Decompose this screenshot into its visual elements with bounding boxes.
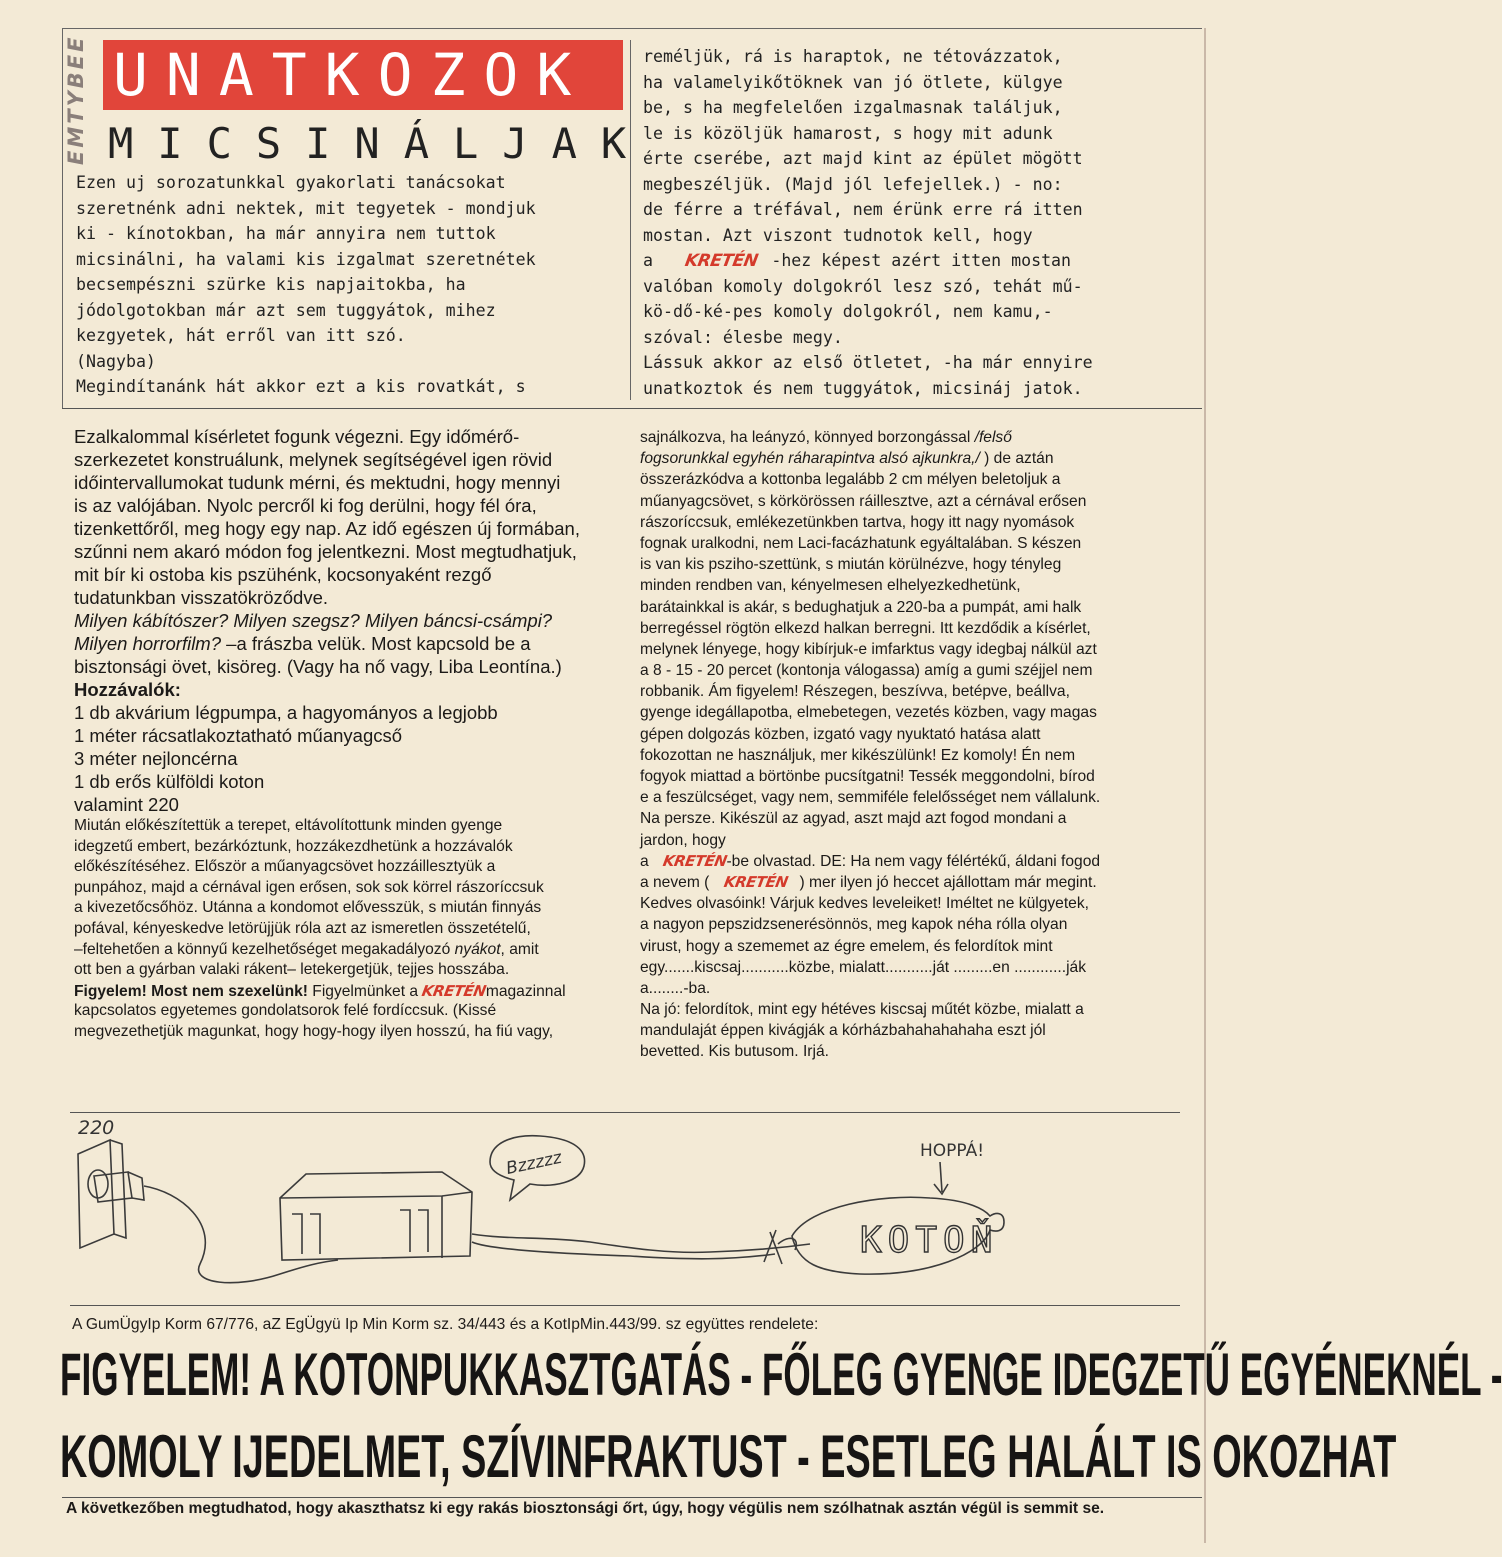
next-issue-teaser: A következőben megtudhatod, hogy akaszthatsz ki egy rakás biosztonsági őrt, úgy, hogy végülis nem szólhatnak asztán végül is semmit se. bbox=[66, 1500, 1105, 1517]
intro-line: megbeszéljük. (Majd jól lefejellek.) - no: bbox=[643, 174, 1063, 194]
article-line: a KRETÉN-be olvastad. DE: Ha nem vagy félértékű, áldani fogod bbox=[640, 851, 1100, 872]
article-line: Ezalkalommal kísérletet fogunk végezni. Egy időmérő- bbox=[74, 426, 520, 447]
article-line: bisztonsági övet, kisöreg. (Vagy ha nő vagy, Liba Leontína.) bbox=[74, 656, 562, 677]
intro-line: jódolgotokban már azt sem tuggyátok, mihez bbox=[76, 300, 496, 320]
section-subtitle: MICSINÁLJAK bbox=[108, 119, 651, 168]
intro-line: unatkoztok és nem tuggyátok, micsináj jatok. bbox=[643, 378, 1083, 398]
article-line: Milyen horrorfilm? –a frászba velük. Most kapcsold be a bbox=[74, 633, 531, 654]
article-line: a kivezetőcsőhöz. Utánna a kondomot elővesszük, s miután finnyás bbox=[74, 899, 542, 917]
intro-line: mostan. Azt viszont tudnotok kell, hogy bbox=[643, 225, 1033, 245]
article-line: előkészítéséhez. Először a műanyagcsövet hozzáillesztyük a bbox=[74, 858, 496, 876]
intro-line: Ezen uj sorozatunkkal gyakorlati tanácsokat bbox=[76, 173, 506, 192]
left-rule bbox=[62, 28, 63, 408]
kreten-logo: KRETÉN bbox=[420, 981, 488, 1000]
article-line: a nevem ( KRETÉN ) mer ilyen jó heccet ajállottam már megint. bbox=[640, 872, 1100, 893]
article-line: sajnálkozva, ha leányzó, könnyed borzongással /felső bbox=[640, 429, 1012, 446]
kreten-logo: KRETÉN bbox=[661, 851, 729, 870]
article-line: robbanik. Ám figyelem! Részegen, beszívva, betépve, beállva, bbox=[640, 683, 1070, 701]
intro-line: Megindítanánk hát akkor ezt a kis rovatkát, s bbox=[76, 377, 526, 396]
article-line: melynek lényege, hogy kibírjuk-e imfarktus vagy idegbaj nálkül azt bbox=[640, 640, 1097, 658]
article-line: Milyen kábítószer? Milyen szegsz? Milyen báncsi-csámpi? bbox=[74, 610, 553, 631]
kreten-logo: KRETÉN bbox=[683, 251, 760, 271]
vertical-tag: EMTYBEE bbox=[64, 34, 88, 165]
article-line: ott ben a gyárban valaki rákent– letekergetjük, tejjes hosszába. bbox=[74, 961, 510, 979]
intro-line: Lássuk akkor az első ötletet, -ha már ennyire bbox=[643, 353, 1093, 372]
article-line: Figyelem! Most nem szexelünk! Figyelmünket a KRETÉNmagazinnal bbox=[74, 981, 566, 1000]
article-line: Na jó: felordítok, mint egy hétéves kiscsaj műtét közbe, mialatt a bbox=[640, 1001, 1084, 1019]
article-line: összerázkódva a kottonba legalább 2 cm mélyen beletoljuk a bbox=[640, 471, 1061, 489]
intro-kreten-line: a KRETÉN -hez képest azért itten mostan bbox=[643, 248, 1093, 274]
pump-condom-illustration bbox=[70, 1114, 1180, 1304]
air-pump-icon bbox=[280, 1172, 472, 1260]
article-line: jardon, hogy bbox=[640, 831, 726, 849]
intro-column-divider bbox=[630, 40, 631, 400]
article-line: barátainkkal is akár, s bedughatjuk a 220-ba a pumpát, ami halk bbox=[640, 598, 1082, 616]
intro-line: szeretnénk adni nektek, mit tegyetek - mondjuk bbox=[76, 198, 536, 218]
intro-line: becsempészni szürke kis napjaitokba, ha bbox=[76, 275, 466, 294]
article-line: is az valójában. Nyolc percről ki fog derülni, hogy fél óra, bbox=[74, 495, 537, 516]
top-rule bbox=[62, 28, 1202, 29]
article-line: tudatunkban visszatökröződve. bbox=[74, 587, 329, 608]
article-line: punpához, majd a cérnával igen erősen, sok sok körrel rászoríccsuk bbox=[74, 878, 544, 896]
ingredients-title: Hozzávalók: bbox=[74, 679, 181, 700]
footer-rule bbox=[62, 1497, 1202, 1498]
article-line: is van kis psziho-szettünk, s miután körülnézve, hogy tényleg bbox=[640, 556, 1062, 574]
article-left-column bbox=[74, 425, 580, 1043]
buzz-text: Bzzzzz bbox=[504, 1147, 564, 1180]
intro-line: reméljük, rá is haraptok, ne tétovázzatok, bbox=[643, 47, 1063, 66]
article-line: –feltehetően a könnyű kezelhetőséget megakadályozó nyákot, amit bbox=[74, 940, 539, 958]
article-line: fogyok miattad a börtönbe pucsítgatni! Tessék meggondolni, bírod bbox=[640, 768, 1095, 785]
article-line: szerkezetet konstruálunk, melynek segítségével igen rövid bbox=[74, 449, 553, 470]
socket-label: 220 bbox=[78, 1117, 115, 1139]
article-line: gyenge idegállapotba, elmebetegen, vezetés közben, vagy magas bbox=[640, 704, 1097, 722]
article-line: Kedves olvasóink! Várjuk kedves leveleiket! Iméltet ne külgyetek, bbox=[640, 895, 1089, 913]
intro-line: ha valamelyikőtöknek van jó ötlete, külgye bbox=[643, 72, 1063, 92]
intro-line: szóval: élesbe megy. bbox=[643, 327, 843, 347]
article-line: időintervallumokat tudunk mérni, és mektudni, hogy mennyi bbox=[74, 472, 561, 493]
intro-line: (Nagyba) bbox=[76, 351, 156, 371]
ingredient-item: valamint 220 bbox=[74, 794, 179, 815]
article-line: Na persze. Kikészül az agyad, aszt majd azt fogod mondani a bbox=[640, 810, 1067, 828]
intro-bottom-rule bbox=[62, 408, 1202, 409]
illustration-top-rule bbox=[70, 1112, 1180, 1113]
article-line: pofával, kényeskedve letörüjjük róla azt az ismeretlen összetételű, bbox=[74, 919, 531, 937]
article-line: megvezethetjük magunkat, hogy hogy-hogy ilyen hosszú, ha fiú vagy, bbox=[74, 1022, 554, 1040]
article-line: tizenkettőről, meg hogy egy nap. Az idő egészen új formában, bbox=[74, 518, 580, 539]
ingredient-item: 1 méter rácsatlakoztatható műanyagcső bbox=[74, 725, 403, 746]
article-line: Miután előkészítettük a terepet, eltávolítottunk minden gyenge bbox=[74, 817, 503, 834]
article-line: bevetted. Kis butusom. Irjá. bbox=[640, 1043, 829, 1061]
intro-line: micsinálni, ha valami kis izgalmat szeretnétek bbox=[76, 249, 536, 269]
notice-top-rule bbox=[70, 1305, 1180, 1306]
intro-line: de férre a tréfával, nem érünk erre rá itten bbox=[643, 200, 1083, 219]
arrow-down-icon bbox=[934, 1162, 948, 1194]
ingredient-item: 1 db erős külföldi koton bbox=[74, 771, 265, 792]
article-right-column bbox=[640, 427, 1100, 1063]
intro-line: kö-dő-ké-pes komoly dolgokról, nem kamu,- bbox=[643, 302, 1053, 321]
article-line: fokozottan ne használjuk, mer kikészülünk! Ez komoly! Én nem bbox=[640, 746, 1076, 764]
article-line: mit bír ki ostoba kis pszühénk, kocsonyaként rezgő bbox=[74, 564, 492, 585]
article-line: kapcsolatos egyetemes gondolatsorok felé fordíccsuk. (Kissé bbox=[74, 1002, 497, 1020]
article-line: a 8 - 15 - 20 percet (kontonja válogassa) amíg a gumi széjjel nem bbox=[640, 662, 1093, 680]
article-line: virust, hogy a szememet az égre emelem, és felordítok mint bbox=[640, 937, 1053, 955]
article-line: műanyagcsövet, s körkörössen ráillesztve, azt a cérnával erősen bbox=[640, 492, 1087, 510]
article-line: idegzetű embert, bezárkóztunk, hozzákezdhetünk a hozzávalók bbox=[74, 837, 513, 855]
kreten-logo: KRETÉN bbox=[722, 872, 789, 891]
intro-line: be, s ha megfelelően izgalmasnak találjuk, bbox=[643, 98, 1063, 117]
article-line: fognak uralkodni, nem Laci-facázhatunk egyáltalában. S készen bbox=[640, 534, 1082, 552]
warning-headline-1: FIGYELEM! A KOTONPUKKASZTGATÁS - FŐLEG GYENGE IDEGZETŰ EGYÉNEKNÉL - bbox=[60, 1341, 1502, 1408]
article-line: minden rendben van, kényelmesen elhelyezkedhetünk, bbox=[640, 577, 1021, 595]
article-line: berregéssel rögtön elkezd halkan berregni. Itt kezdődik a kísérlet, bbox=[640, 619, 1091, 637]
condom-label: KOTOŇ bbox=[860, 1220, 999, 1261]
article-line: egy.......kiscsaj...........közbe, mialatt...........ját .........en ............ják bbox=[640, 958, 1087, 976]
decree-text: A GumÜgyIp Korm 67/776, aZ EgÜgyü Ip Min Korm sz. 34/443 és a KotIpMin.443/99. sz együttes rendelete: bbox=[72, 1316, 819, 1333]
article-line: szűnni nem akaró módon fog jelentkezni. Most megtudhatjuk, bbox=[74, 541, 577, 562]
article-line: gépen dolgozás közben, izgató vagy nyuktató hatása alatt bbox=[640, 725, 1041, 743]
article-line: fogsorunkkal egyhén ráharapintva alsó ajkunkra,/ ) de aztán bbox=[640, 450, 1054, 468]
article-line: a nagyon pepszidzsenerésönnös, meg kapok néha rólla olyan bbox=[640, 916, 1068, 934]
intro-line: ki - kínotokban, ha már annyira nem tuttok bbox=[76, 224, 496, 243]
ingredient-item: 1 db akvárium légpumpa, a hagyományos a legjobb bbox=[74, 702, 498, 723]
article-line: rászoríccsuk, emlékezetünkben tartva, hogy itt nagy nyomások bbox=[640, 513, 1075, 531]
intro-line: érte cserébe, azt majd kint az épület mögött bbox=[643, 149, 1083, 168]
oops-text: HOPPÁ! bbox=[920, 1141, 985, 1161]
intro-left-column bbox=[76, 170, 536, 400]
article-line: mandulaját éppen kivágják a kórházbahahahahaha eszt jól bbox=[640, 1022, 1046, 1040]
article-line: a........-ba. bbox=[640, 979, 711, 997]
intro-line: kezgyetek, hát erről van itt szó. bbox=[76, 326, 406, 345]
intro-line: valóban komoly dolgokról lesz szó, tehát mű- bbox=[643, 276, 1083, 296]
warning-headline-2: KOMOLY IJEDELMET, SZÍVINFRAKTUST - ESETLEG HALÁLT IS OKOZHAT bbox=[60, 1423, 1397, 1490]
intro-line: le is közöljük hamarost, s hogy mit adunk bbox=[643, 123, 1053, 143]
ingredient-item: 3 méter nejloncérna bbox=[74, 748, 238, 769]
article-line: e a feszülcséget, vagy nem, semmiféle felelősséget nem vállalunk. bbox=[640, 789, 1101, 807]
intro-right-column bbox=[643, 44, 1093, 401]
section-title: UNATKOZOK bbox=[103, 40, 623, 110]
